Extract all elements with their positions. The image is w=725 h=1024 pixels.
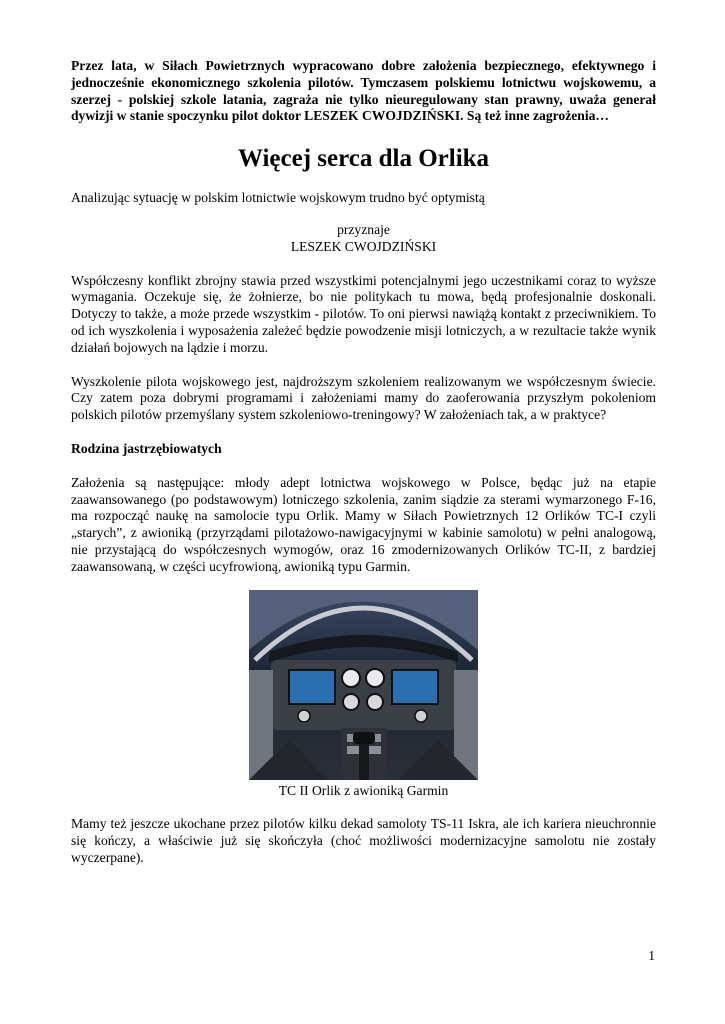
body-paragraph-1: Współczesny konflikt zbrojny stawia przed wszystkimi potencjalnymi jego uczestnikami coraz to wyższe wymagania. Oczekuje się, że żołnierze, bo nie politykach tu mowa, będą profesjonalnie doskonali. Dotyczy to także, a może przede wszystkim - pilotów. To oni pierwsi nawiążą kontakt z przeciwnikiem. To od ich wyszkolenia i wyposażenia zależeć będzie powodzenie misji lotniczych, a w rezultacie także wynik działań bojowych na lądzie i morzu. (71, 272, 656, 355)
closing-paragraph: Mamy też jeszcze ukochane przez pilotów kilku dekad samoloty TS-11 Iskra, ale ich kariera nieuchronnie się kończy, a właściwie już się skończyła (choć możliwości modernizacyjne samolotu nie zostały wyczerpane). (71, 816, 656, 865)
lead-paragraph: Przez lata, w Siłach Powietrznych wypracowano dobre założenia bezpiecznego, efektywnego i jednocześnie ekonomicznego szkolenia pilotów. Tymczasem polskiemu lotnictwu wojskowemu, a szerzej - polskiej szkole latania, zagraża nie tylko nieuregulowany stan prawny, uważa generał dywizji w stanie spoczynku pilot doktor LESZEK CWOJDZIŃSKI. Są też inne zagrożenia… (71, 58, 656, 124)
section-paragraph: Założenia są następujące: młody adept lotnictwa wojskowego w Polsce, będąc już na etapie zaawansowanego (po podstawowym) lotniczego szkolenia, zanim siądzie za sterami wymarzonego F-16, ma rozpocząć naukę na samolocie typu Orlik. Mamy w Siłach Powietrznych 12 Orlików TC-I czyli „starych”, z awioniką (przyrządami pilotażowo-nawigacyjnymi w kabinie samolotu) w pełni analogową, nie przystającą do współczesnych wymogów, oraz 16 zmodernizowanych Orlików TC-II, z bardziej zaawansowaną, w części ucyfrowioną, awioniką typu Garmin. (71, 474, 656, 574)
intro-line: Analizując sytuację w polskim lotnictwie wojskowym trudno być optymistą (71, 190, 485, 206)
byline-author: LESZEK CWOJDZIŃSKI (290, 238, 437, 254)
document-page (71, 58, 656, 867)
figure-caption: TC II Orlik z awioniką Garmin (278, 782, 449, 798)
byline (71, 222, 656, 256)
page-number: 1 (648, 948, 655, 963)
body-paragraph-2: Wyszkolenie pilota wojskowego jest, najdroższym szkoleniem realizowanym we współczesnym świecie. Czy zatem poza dobrymi programami i założeniami mamy do zaoferowania przyszłym pokoleniom polskich pilotów przemyślany system szkoleniowo-treningowy? W założeniach tak, a w praktyce? (71, 373, 656, 423)
article-title: Więcej serca dla Orlika (237, 145, 490, 173)
cockpit-illustration (249, 590, 478, 780)
section-heading: Rodzina jastrzębiowatych (71, 440, 222, 456)
byline-verb: przyznaje (337, 221, 390, 237)
cockpit-figure (71, 590, 656, 800)
cockpit-photo (249, 590, 478, 780)
